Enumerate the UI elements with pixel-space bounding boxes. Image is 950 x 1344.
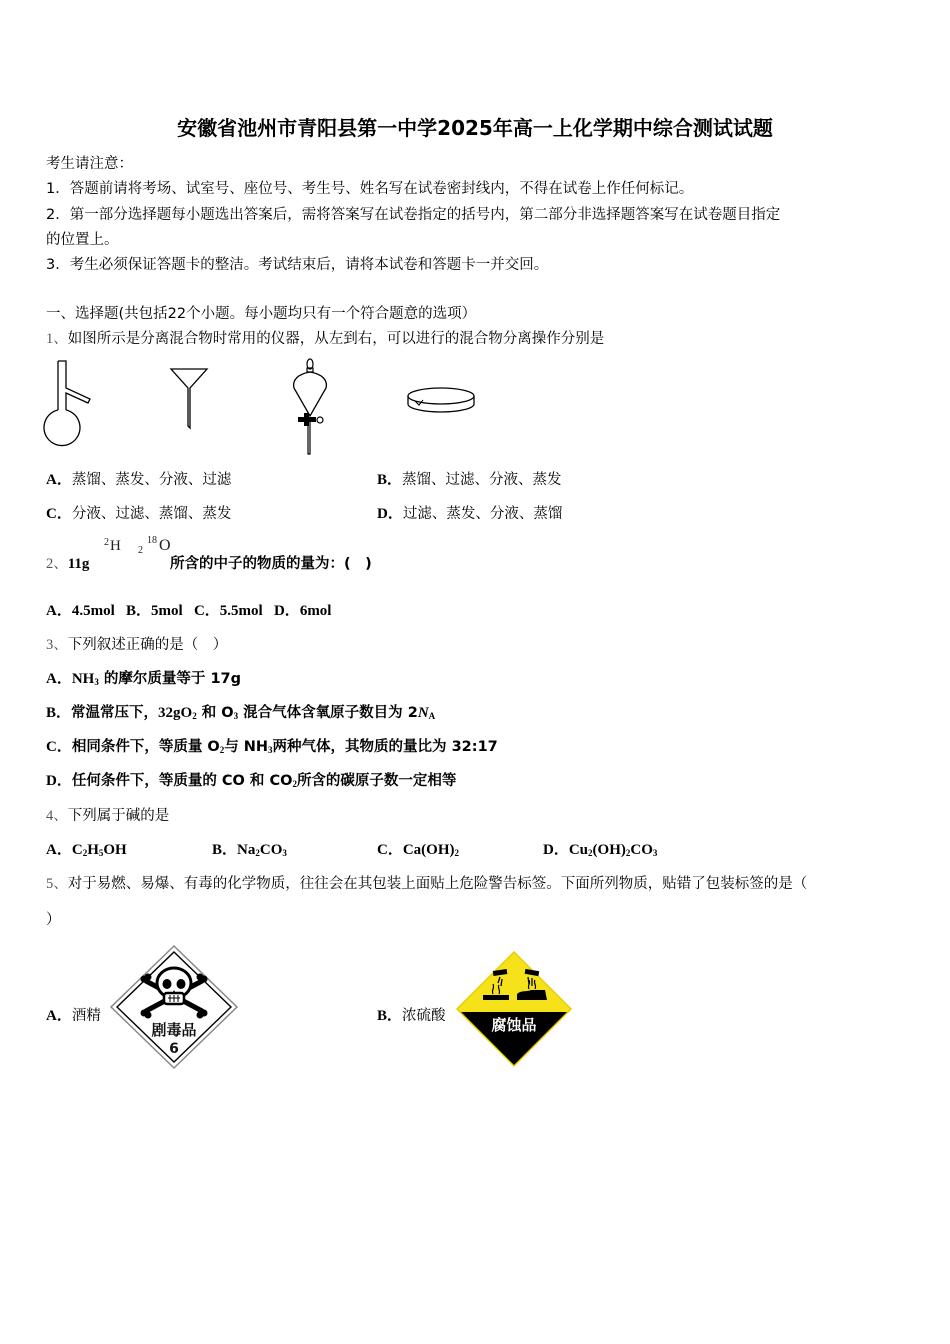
question-5-stem-end: ） xyxy=(46,912,61,928)
option-letter: C． xyxy=(193,603,220,619)
avogadro-symbol: N xyxy=(417,705,429,721)
q4-option-d[interactable] xyxy=(543,838,657,859)
option-letter: D． xyxy=(377,506,403,522)
option-text: 和 O xyxy=(196,705,234,721)
subscript: 3 xyxy=(233,711,239,721)
q5-option-a[interactable] xyxy=(46,1004,101,1025)
corrosive-label-text: 腐蚀品 xyxy=(491,1016,537,1034)
subscript: 3 xyxy=(94,677,99,687)
subscript: 3 xyxy=(652,848,658,858)
formula-text: Na xyxy=(237,842,256,858)
q3-option-b[interactable] xyxy=(46,701,435,722)
toxic-label-text: 剧毒品 xyxy=(151,1021,197,1039)
option-letter: C． xyxy=(46,506,72,522)
option-text: 6mol xyxy=(299,603,332,619)
question-number: 3、 xyxy=(46,637,68,653)
question-number: 1、 xyxy=(46,331,68,347)
q3-option-a[interactable] xyxy=(46,667,241,688)
option-letter: D． xyxy=(46,773,72,789)
option-letter: C． xyxy=(377,842,403,858)
q3-option-d[interactable] xyxy=(46,769,456,790)
subscript: 5 xyxy=(98,848,104,858)
notice-item-1: 1．答题前请将考场、试室号、座位号、考生号、姓名写在试卷密封线内，不得在试卷上作任何标记。 xyxy=(46,181,694,197)
h-symbol: H xyxy=(110,538,121,554)
question-number: 4、 xyxy=(46,808,68,824)
notice-item-2: 2．第一部分选择题每小题选出答案后，需将答案写在试卷指定的括号内，第二部分非选择题答案写在试卷题目指定 xyxy=(46,207,781,223)
option-letter: B． xyxy=(46,705,72,721)
option-letter: A． xyxy=(46,671,72,687)
option-letter: D． xyxy=(543,842,569,858)
question-2-number xyxy=(46,552,89,573)
question-4 xyxy=(46,804,169,825)
option-letter: B． xyxy=(377,1008,403,1024)
option-text: 常温常压下， xyxy=(71,705,159,721)
formula-text: CO xyxy=(259,842,283,858)
option-text: 过滤、蒸发、分液、蒸馏 xyxy=(402,506,563,522)
question-mass: 11g xyxy=(67,556,90,572)
toxic-skull-icon xyxy=(108,943,240,1071)
subscript: 2 xyxy=(292,779,297,789)
notice-heading: 考生请注意： xyxy=(46,156,133,172)
option-text: 与 NH xyxy=(224,739,269,755)
formula-text: Ca(OH) xyxy=(402,842,455,858)
q2-option-d[interactable] xyxy=(274,603,332,619)
option-text: 混合气体含氧原子数目为 2 xyxy=(238,705,418,721)
subscript: 3 xyxy=(268,745,273,755)
q3-option-c[interactable] xyxy=(46,735,498,756)
option-letter: B． xyxy=(377,472,403,488)
subscript: 2 xyxy=(192,711,197,721)
corrosive-icon xyxy=(455,950,573,1068)
option-text: 4.5mol xyxy=(71,603,115,619)
option-text: 浓硫酸 xyxy=(402,1008,446,1024)
subscript: 2 xyxy=(625,848,631,858)
notice-item-3: 3．考生必须保证答题卡的整洁。考试结束后，请将本试卷和答题卡一并交回。 xyxy=(46,257,549,273)
question-1 xyxy=(46,327,604,348)
question-5 xyxy=(46,872,807,893)
option-text: 5.5mol xyxy=(219,603,263,619)
option-text: 酒精 xyxy=(71,1008,101,1024)
question-stem: 如图所示是分离混合物时常用的仪器，从左到右，可以进行的混合物分离操作分别是 xyxy=(67,331,605,347)
toxic-class-number: 6 xyxy=(169,1041,179,1057)
option-letter: B． xyxy=(212,842,238,858)
o-symbol: O xyxy=(159,537,171,554)
distillation-flask-icon xyxy=(42,358,98,448)
subscript: 2 xyxy=(255,848,260,858)
q2-option-b[interactable] xyxy=(126,603,183,619)
option-letter: D． xyxy=(273,603,300,619)
option-text: 两种气体，其物质的量比为 32:17 xyxy=(272,739,498,755)
formula-text: C xyxy=(71,842,83,858)
separatory-funnel-icon xyxy=(290,358,330,456)
q2-option-c[interactable] xyxy=(194,603,263,619)
question-number: 5、 xyxy=(46,876,68,892)
option-text: 任何条件下，等质量的 CO 和 CO xyxy=(71,773,293,789)
h-count: 2 xyxy=(138,545,143,556)
q1-option-a[interactable] xyxy=(46,468,231,489)
q4-option-a[interactable] xyxy=(46,838,127,859)
subscript: 2 xyxy=(588,848,593,858)
option-text: 5mol xyxy=(151,603,183,619)
q2-option-a[interactable] xyxy=(46,603,115,619)
question-3 xyxy=(46,633,227,654)
option-text: 的摩尔质量等于 17g xyxy=(98,671,241,687)
q1-option-c[interactable] xyxy=(46,502,231,523)
formula-text: NH xyxy=(71,671,95,687)
formula-text: CO xyxy=(630,842,653,858)
subscript: 2 xyxy=(82,848,88,858)
question-stem: 对于易燃、易爆、有毒的化学物质，往往会在其包装上面贴上危险警告标签。下面所列物质，贴错了包装标签的是（ xyxy=(67,876,808,892)
o-mass-number: 18 xyxy=(147,535,157,546)
formula-text: OH xyxy=(103,842,127,858)
page-title: 安徽省池州市青阳县第一中学2025年高一上化学期中综合测试试题 xyxy=(177,116,773,140)
q1-option-b[interactable] xyxy=(377,468,562,489)
option-letter: B． xyxy=(126,603,152,619)
option-letter: A． xyxy=(46,603,72,619)
funnel-icon xyxy=(168,366,210,432)
option-letter: A． xyxy=(46,1008,72,1024)
q4-option-b[interactable] xyxy=(212,838,287,859)
option-letter: A． xyxy=(46,472,72,488)
option-text: 蒸馏、蒸发、分液、过滤 xyxy=(71,472,232,488)
subscript: 2 xyxy=(219,745,225,755)
option-letter: A． xyxy=(46,842,72,858)
option-text: 所含的碳原子数一定相等 xyxy=(296,773,457,789)
option-text: 相同条件下，等质量 O xyxy=(71,739,220,755)
option-text: 蒸馏、过滤、分液、蒸发 xyxy=(402,472,562,488)
q1-option-d[interactable] xyxy=(377,502,562,523)
h-mass-number: 2 xyxy=(104,537,109,548)
section-heading: 一、选择题(共包括22个小题。每小题均只有一个符合题意的选项） xyxy=(46,306,477,322)
q5-option-b[interactable] xyxy=(377,1004,446,1025)
formula-text: H xyxy=(87,842,99,858)
q4-option-c[interactable] xyxy=(377,838,459,859)
q2-options xyxy=(46,599,331,620)
evaporating-dish-icon xyxy=(405,385,477,419)
formula-text: 32gO xyxy=(158,705,193,721)
subscript: A xyxy=(428,711,436,721)
notice-item-2-cont: 的位置上。 xyxy=(46,232,119,248)
question-2-stem: 所含的中子的物质的量为：( ) xyxy=(170,556,372,572)
subscript: 3 xyxy=(282,848,287,858)
option-text: 分液、过滤、蒸馏、蒸发 xyxy=(71,506,232,522)
option-letter: C． xyxy=(46,739,72,755)
formula-text: (OH) xyxy=(592,842,626,858)
question-number: 2、 xyxy=(46,556,68,572)
subscript: 2 xyxy=(454,848,460,858)
question-stem: 下列属于碱的是 xyxy=(67,808,170,824)
formula-text: Cu xyxy=(568,842,589,858)
question-stem: 下列叙述正确的是（ ） xyxy=(67,637,228,653)
